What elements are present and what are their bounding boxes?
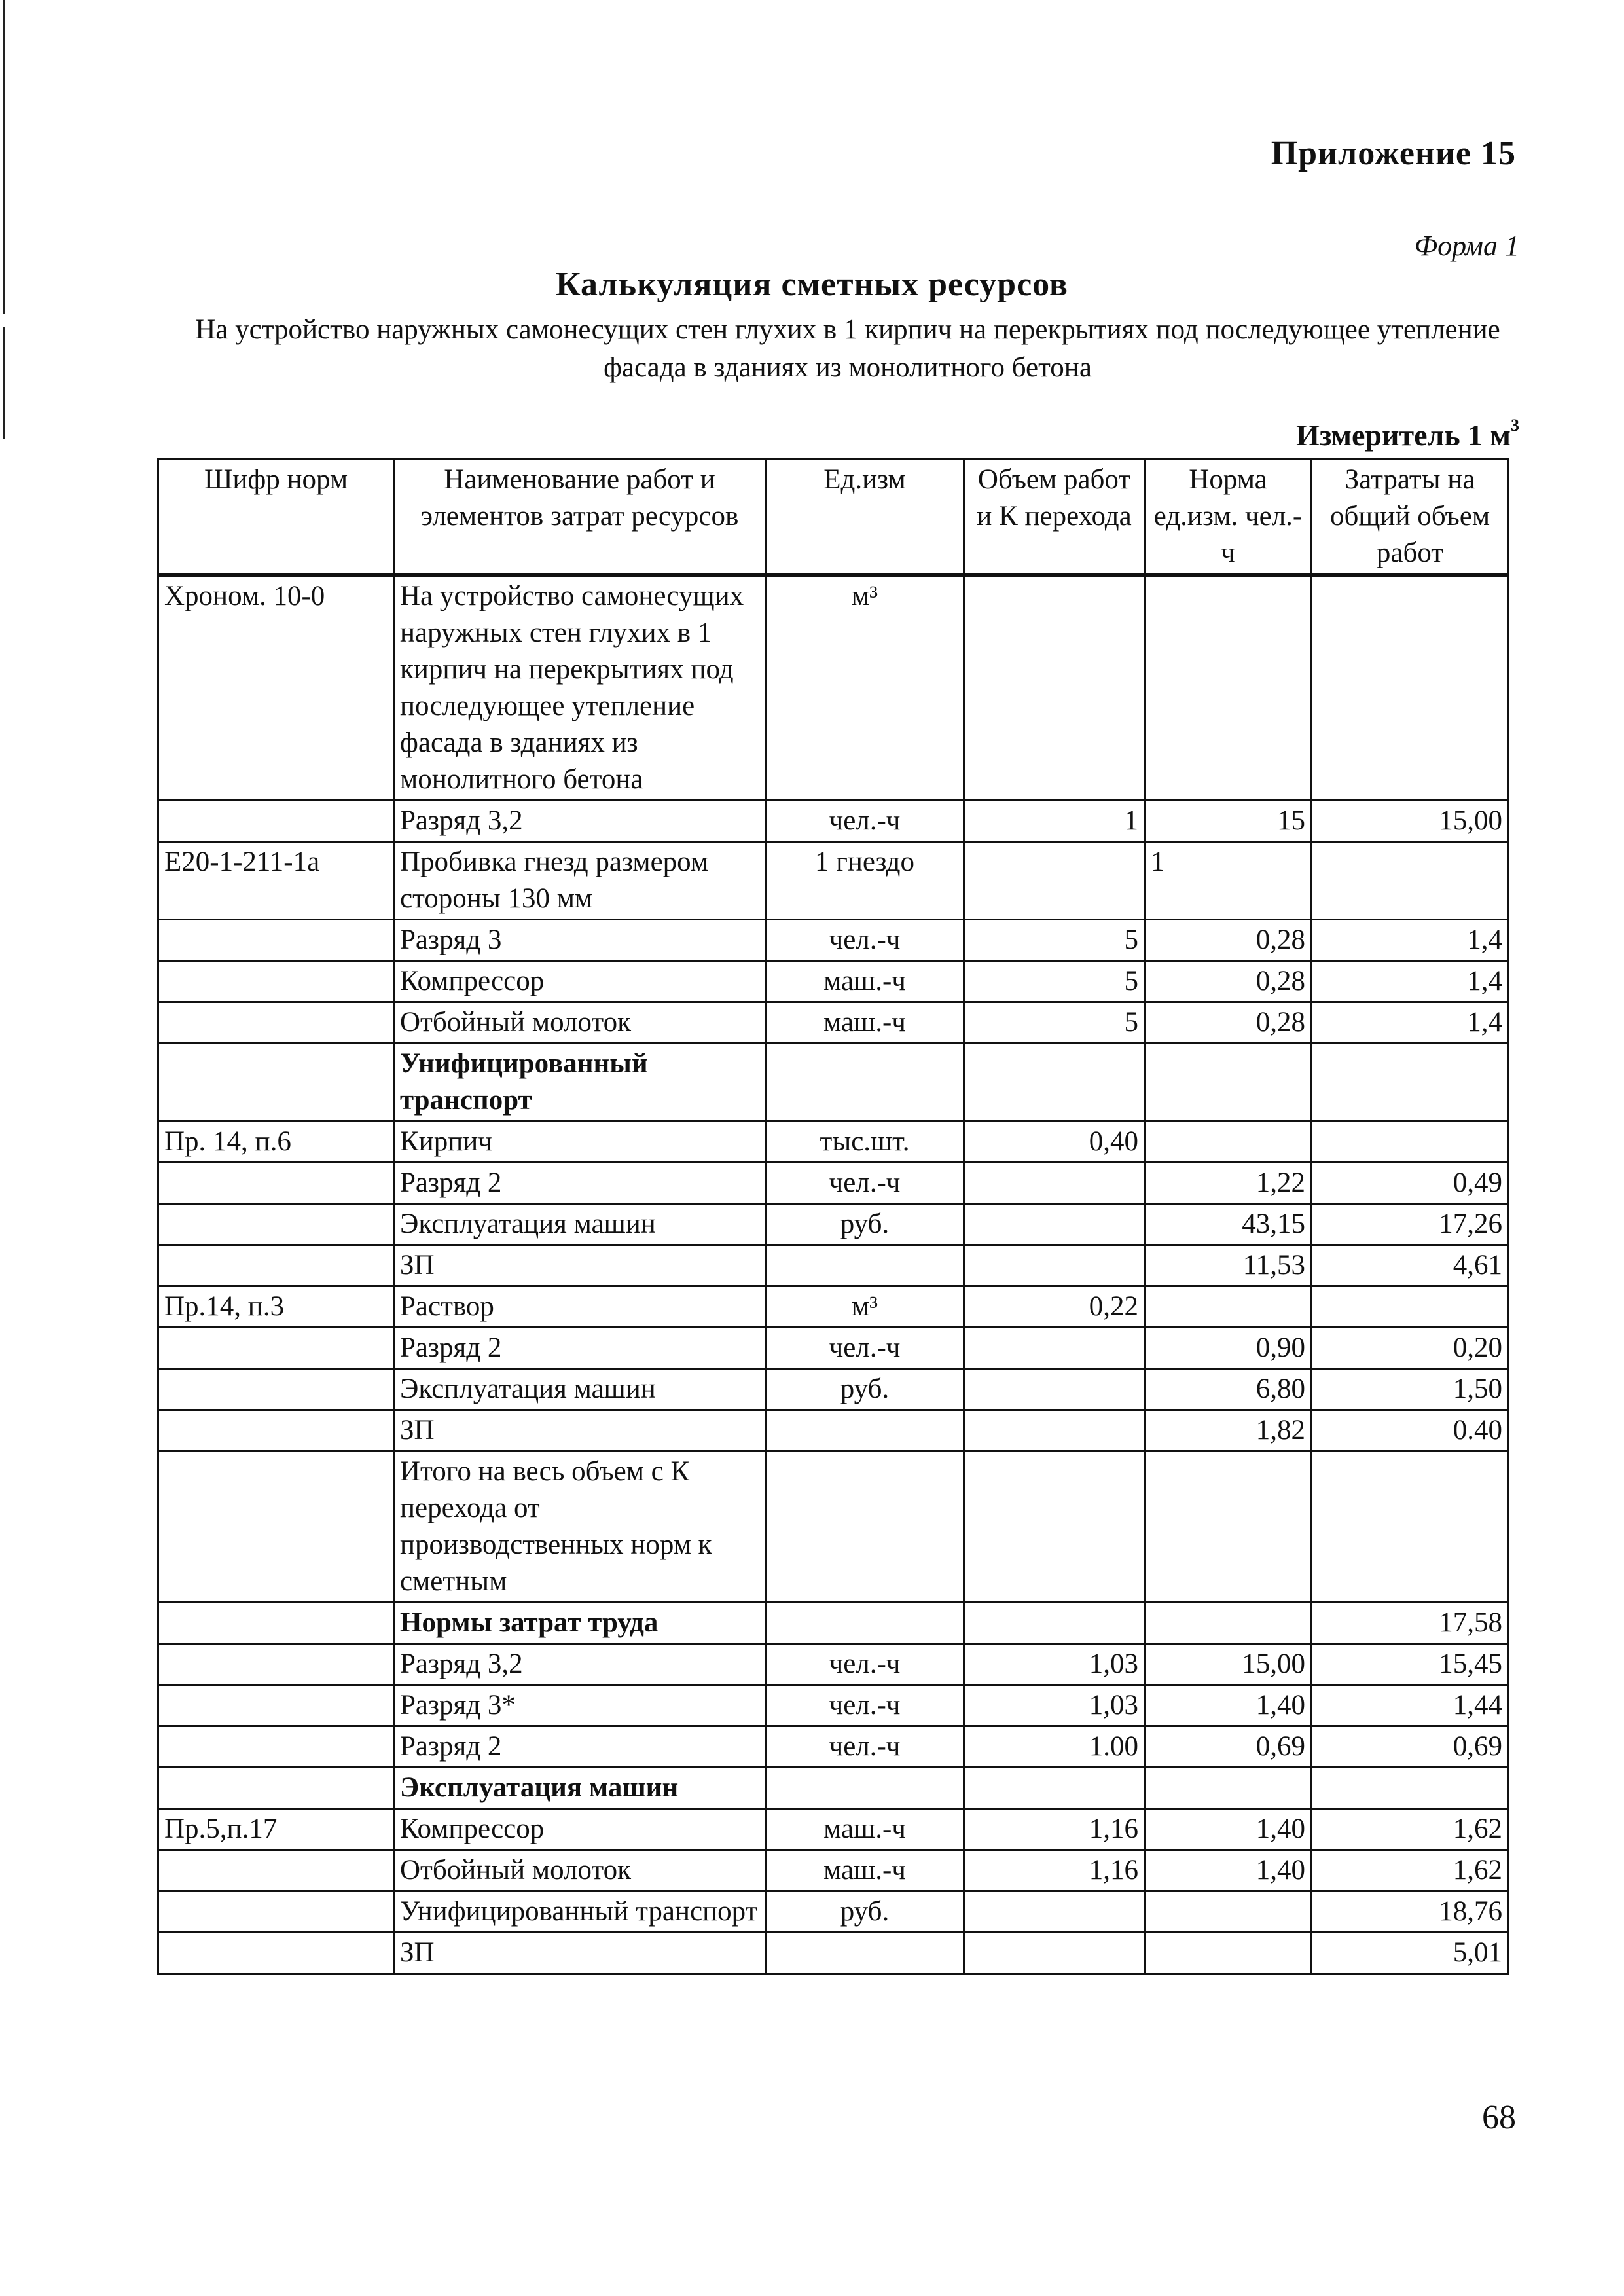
cell-code xyxy=(158,1726,394,1768)
cell-code xyxy=(158,1768,394,1809)
cell-norm: 11,53 xyxy=(1145,1245,1312,1286)
cell-cost: 15,00 xyxy=(1312,801,1509,842)
cell-code xyxy=(158,1603,394,1644)
cell-norm: 6,80 xyxy=(1145,1369,1312,1410)
cell-unit: тыс.шт. xyxy=(766,1121,964,1163)
cell-norm: 1,40 xyxy=(1145,1850,1312,1891)
cell-code xyxy=(158,1044,394,1121)
cell-cost: 1,4 xyxy=(1312,1002,1509,1044)
cell-cost: 0,49 xyxy=(1312,1163,1509,1204)
cell-name: На устройство самонесущих наружных стен глухих в 1 кирпич на перекрытиях под последующее утепление фасада в зданиях из монолитного бетона xyxy=(394,575,766,801)
cell-volume xyxy=(964,1768,1145,1809)
cell-unit: маш.-ч xyxy=(766,1809,964,1850)
resource-calculation-table xyxy=(157,458,1509,1975)
cell-volume: 1.00 xyxy=(964,1726,1145,1768)
table-body xyxy=(158,575,1509,1974)
cell-norm: 0,28 xyxy=(1145,1002,1312,1044)
cell-cost: 1,4 xyxy=(1312,961,1509,1002)
cell-unit: руб. xyxy=(766,1891,964,1933)
cell-unit: маш.-ч xyxy=(766,1850,964,1891)
cell-code xyxy=(158,1245,394,1286)
cell-volume: 5 xyxy=(964,1002,1145,1044)
cell-name: Эксплуатация машин xyxy=(394,1369,766,1410)
cell-unit: м³ xyxy=(766,1286,964,1328)
cell-name: Разряд 3,2 xyxy=(394,801,766,842)
cell-cost xyxy=(1312,842,1509,920)
cell-volume xyxy=(964,1451,1145,1603)
cell-unit: чел.-ч xyxy=(766,1685,964,1726)
cell-volume xyxy=(964,575,1145,801)
cell-code xyxy=(158,1850,394,1891)
cell-volume: 1,16 xyxy=(964,1850,1145,1891)
cell-norm: 1,22 xyxy=(1145,1163,1312,1204)
col-header-unit: Ед.изм xyxy=(766,460,964,575)
appendix-label: Приложение 15 xyxy=(1271,135,1516,172)
cell-code xyxy=(158,1685,394,1726)
cell-unit: 1 гнездо xyxy=(766,842,964,920)
cell-norm xyxy=(1145,1603,1312,1644)
cell-volume: 1 xyxy=(964,801,1145,842)
cell-code xyxy=(158,1002,394,1044)
cell-name: ЗП xyxy=(394,1245,766,1286)
cell-name: Эксплуатация машин xyxy=(394,1768,766,1809)
cell-name: Компрессор xyxy=(394,961,766,1002)
meter-text: Измеритель 1 м xyxy=(1296,418,1511,452)
cell-unit: чел.-ч xyxy=(766,1644,964,1685)
cell-code: Пр.14, п.3 xyxy=(158,1286,394,1328)
cell-name: ЗП xyxy=(394,1933,766,1974)
cell-norm: 0,28 xyxy=(1145,920,1312,961)
cell-volume: 0,22 xyxy=(964,1286,1145,1328)
cell-code: Пр.5,п.17 xyxy=(158,1809,394,1850)
cell-cost xyxy=(1312,1451,1509,1603)
cell-name: Разряд 3,2 xyxy=(394,1644,766,1685)
cell-name: Разряд 2 xyxy=(394,1726,766,1768)
table-row xyxy=(158,1644,1509,1685)
cell-volume xyxy=(964,1044,1145,1121)
col-header-norm: Норма ед.изм. чел.-ч xyxy=(1145,460,1312,575)
cell-name: Раствор xyxy=(394,1286,766,1328)
cell-name: Пробивка гнезд размером стороны 130 мм xyxy=(394,842,766,920)
table-row xyxy=(158,1685,1509,1726)
cell-cost: 1,4 xyxy=(1312,920,1509,961)
cell-code: Е20-1-211-1а xyxy=(158,842,394,920)
cell-code xyxy=(158,1204,394,1245)
cell-code xyxy=(158,1369,394,1410)
cell-volume: 5 xyxy=(964,920,1145,961)
cell-cost: 5,01 xyxy=(1312,1933,1509,1974)
table-row xyxy=(158,1410,1509,1451)
form-label: Форма 1 xyxy=(1414,230,1519,262)
col-header-code: Шифр норм xyxy=(158,460,394,575)
cell-code xyxy=(158,1451,394,1603)
col-header-volume: Объем работ и К перехода xyxy=(964,460,1145,575)
cell-name: Отбойный молоток xyxy=(394,1002,766,1044)
cell-unit xyxy=(766,1410,964,1451)
cell-cost: 1,50 xyxy=(1312,1369,1509,1410)
document-title: Калькуляция сметных ресурсов xyxy=(556,266,1068,303)
cell-name: Нормы затрат труда xyxy=(394,1603,766,1644)
cell-name: Итого на весь объем с К перехода от производственных норм к сметным xyxy=(394,1451,766,1603)
cell-cost: 1,44 xyxy=(1312,1685,1509,1726)
cell-norm xyxy=(1145,1891,1312,1933)
cell-norm: 1,82 xyxy=(1145,1410,1312,1451)
table-row xyxy=(158,1603,1509,1644)
cell-unit: чел.-ч xyxy=(766,801,964,842)
cell-norm xyxy=(1145,575,1312,801)
cell-volume xyxy=(964,1204,1145,1245)
cell-cost xyxy=(1312,1286,1509,1328)
cell-unit: м³ xyxy=(766,575,964,801)
cell-code xyxy=(158,1644,394,1685)
cell-cost: 18,76 xyxy=(1312,1891,1509,1933)
cell-name: Разряд 2 xyxy=(394,1163,766,1204)
cell-name: Отбойный молоток xyxy=(394,1850,766,1891)
table-row xyxy=(158,1850,1509,1891)
cell-cost: 0,20 xyxy=(1312,1328,1509,1369)
cell-unit: чел.-ч xyxy=(766,1163,964,1204)
cell-volume xyxy=(964,1245,1145,1286)
table-row xyxy=(158,1204,1509,1245)
cell-norm: 0,69 xyxy=(1145,1726,1312,1768)
cell-norm: 0,90 xyxy=(1145,1328,1312,1369)
table-header-row xyxy=(158,460,1509,575)
table-row xyxy=(158,920,1509,961)
cell-name: ЗП xyxy=(394,1410,766,1451)
table-row xyxy=(158,1451,1509,1603)
cell-norm xyxy=(1145,1451,1312,1603)
page-number: 68 xyxy=(1482,2099,1516,2136)
cell-cost: 1,62 xyxy=(1312,1850,1509,1891)
cell-volume: 1,03 xyxy=(964,1685,1145,1726)
cell-cost: 4,61 xyxy=(1312,1245,1509,1286)
cell-name: Эксплуатация машин xyxy=(394,1204,766,1245)
cell-norm xyxy=(1145,1044,1312,1121)
cell-name: Разряд 3 xyxy=(394,920,766,961)
cell-name: Разряд 2 xyxy=(394,1328,766,1369)
table-row xyxy=(158,1891,1509,1933)
cell-unit xyxy=(766,1603,964,1644)
cell-volume xyxy=(964,1933,1145,1974)
cell-norm: 15,00 xyxy=(1145,1644,1312,1685)
cell-norm xyxy=(1145,1768,1312,1809)
cell-cost: 0,69 xyxy=(1312,1726,1509,1768)
cell-volume xyxy=(964,1163,1145,1204)
cell-cost xyxy=(1312,1044,1509,1121)
table-row xyxy=(158,801,1509,842)
cell-norm xyxy=(1145,1121,1312,1163)
cell-name: Разряд 3* xyxy=(394,1685,766,1726)
table-row xyxy=(158,1121,1509,1163)
cell-code xyxy=(158,1891,394,1933)
cell-cost: 17,26 xyxy=(1312,1204,1509,1245)
cell-norm: 0,28 xyxy=(1145,961,1312,1002)
cell-volume xyxy=(964,1328,1145,1369)
cell-code xyxy=(158,1933,394,1974)
table-row xyxy=(158,1002,1509,1044)
cell-volume: 1,16 xyxy=(964,1809,1145,1850)
cell-volume xyxy=(964,842,1145,920)
cell-cost: 1,62 xyxy=(1312,1809,1509,1850)
table-row xyxy=(158,1369,1509,1410)
cell-unit xyxy=(766,1933,964,1974)
cell-name: Кирпич xyxy=(394,1121,766,1163)
table-row xyxy=(158,1809,1509,1850)
cell-unit: чел.-ч xyxy=(766,1726,964,1768)
cell-volume xyxy=(964,1369,1145,1410)
document-subtitle: На устройство наружных самонесущих стен глухих в 1 кирпич на перекрытиях под последующее утепление фасада в зданиях из монолитного бетона xyxy=(195,314,1500,383)
cell-code xyxy=(158,801,394,842)
cell-cost xyxy=(1312,1121,1509,1163)
cell-unit: маш.-ч xyxy=(766,1002,964,1044)
cell-cost xyxy=(1312,1768,1509,1809)
binding-mark-bottom xyxy=(3,327,5,439)
cell-norm: 43,15 xyxy=(1145,1204,1312,1245)
cell-volume xyxy=(964,1603,1145,1644)
cell-volume: 0,40 xyxy=(964,1121,1145,1163)
col-header-cost: Затраты на общий объем работ xyxy=(1312,460,1509,575)
table-row xyxy=(158,1163,1509,1204)
cell-code xyxy=(158,1328,394,1369)
cell-norm: 1,40 xyxy=(1145,1809,1312,1850)
cell-volume: 5 xyxy=(964,961,1145,1002)
cell-name: Унифицированный транспорт xyxy=(394,1891,766,1933)
table-row xyxy=(158,1044,1509,1121)
table-row xyxy=(158,1726,1509,1768)
cell-unit: чел.-ч xyxy=(766,1328,964,1369)
cell-unit: руб. xyxy=(766,1204,964,1245)
cell-volume: 1,03 xyxy=(964,1644,1145,1685)
cell-unit xyxy=(766,1768,964,1809)
cell-norm: 1,40 xyxy=(1145,1685,1312,1726)
table-row xyxy=(158,1245,1509,1286)
table-row xyxy=(158,1933,1509,1974)
cell-unit: маш.-ч xyxy=(766,961,964,1002)
table-row xyxy=(158,961,1509,1002)
cell-code xyxy=(158,920,394,961)
cell-cost: 15,45 xyxy=(1312,1644,1509,1685)
cell-code: Хроном. 10-0 xyxy=(158,575,394,801)
cell-norm xyxy=(1145,1286,1312,1328)
cell-unit xyxy=(766,1451,964,1603)
meter-label xyxy=(1296,418,1519,452)
cell-volume xyxy=(964,1891,1145,1933)
cell-norm: 1 xyxy=(1145,842,1312,920)
cell-name: Компрессор xyxy=(394,1809,766,1850)
table-row xyxy=(158,842,1509,920)
cell-code xyxy=(158,1163,394,1204)
cell-volume xyxy=(964,1410,1145,1451)
cell-norm: 15 xyxy=(1145,801,1312,842)
cell-unit xyxy=(766,1044,964,1121)
table-row xyxy=(158,1328,1509,1369)
cell-norm xyxy=(1145,1933,1312,1974)
table-row xyxy=(158,1768,1509,1809)
cell-unit: чел.-ч xyxy=(766,920,964,961)
cell-cost: 0.40 xyxy=(1312,1410,1509,1451)
meter-exponent: 3 xyxy=(1511,416,1519,435)
table-row xyxy=(158,1286,1509,1328)
cell-cost: 17,58 xyxy=(1312,1603,1509,1644)
cell-unit: руб. xyxy=(766,1369,964,1410)
cell-code xyxy=(158,1410,394,1451)
cell-name: Унифицированный транспорт xyxy=(394,1044,766,1121)
cell-unit xyxy=(766,1245,964,1286)
cell-code: Пр. 14, п.6 xyxy=(158,1121,394,1163)
table-row xyxy=(158,575,1509,801)
cell-cost xyxy=(1312,575,1509,801)
col-header-name: Наименование работ и элементов затрат ресурсов xyxy=(394,460,766,575)
cell-code xyxy=(158,961,394,1002)
